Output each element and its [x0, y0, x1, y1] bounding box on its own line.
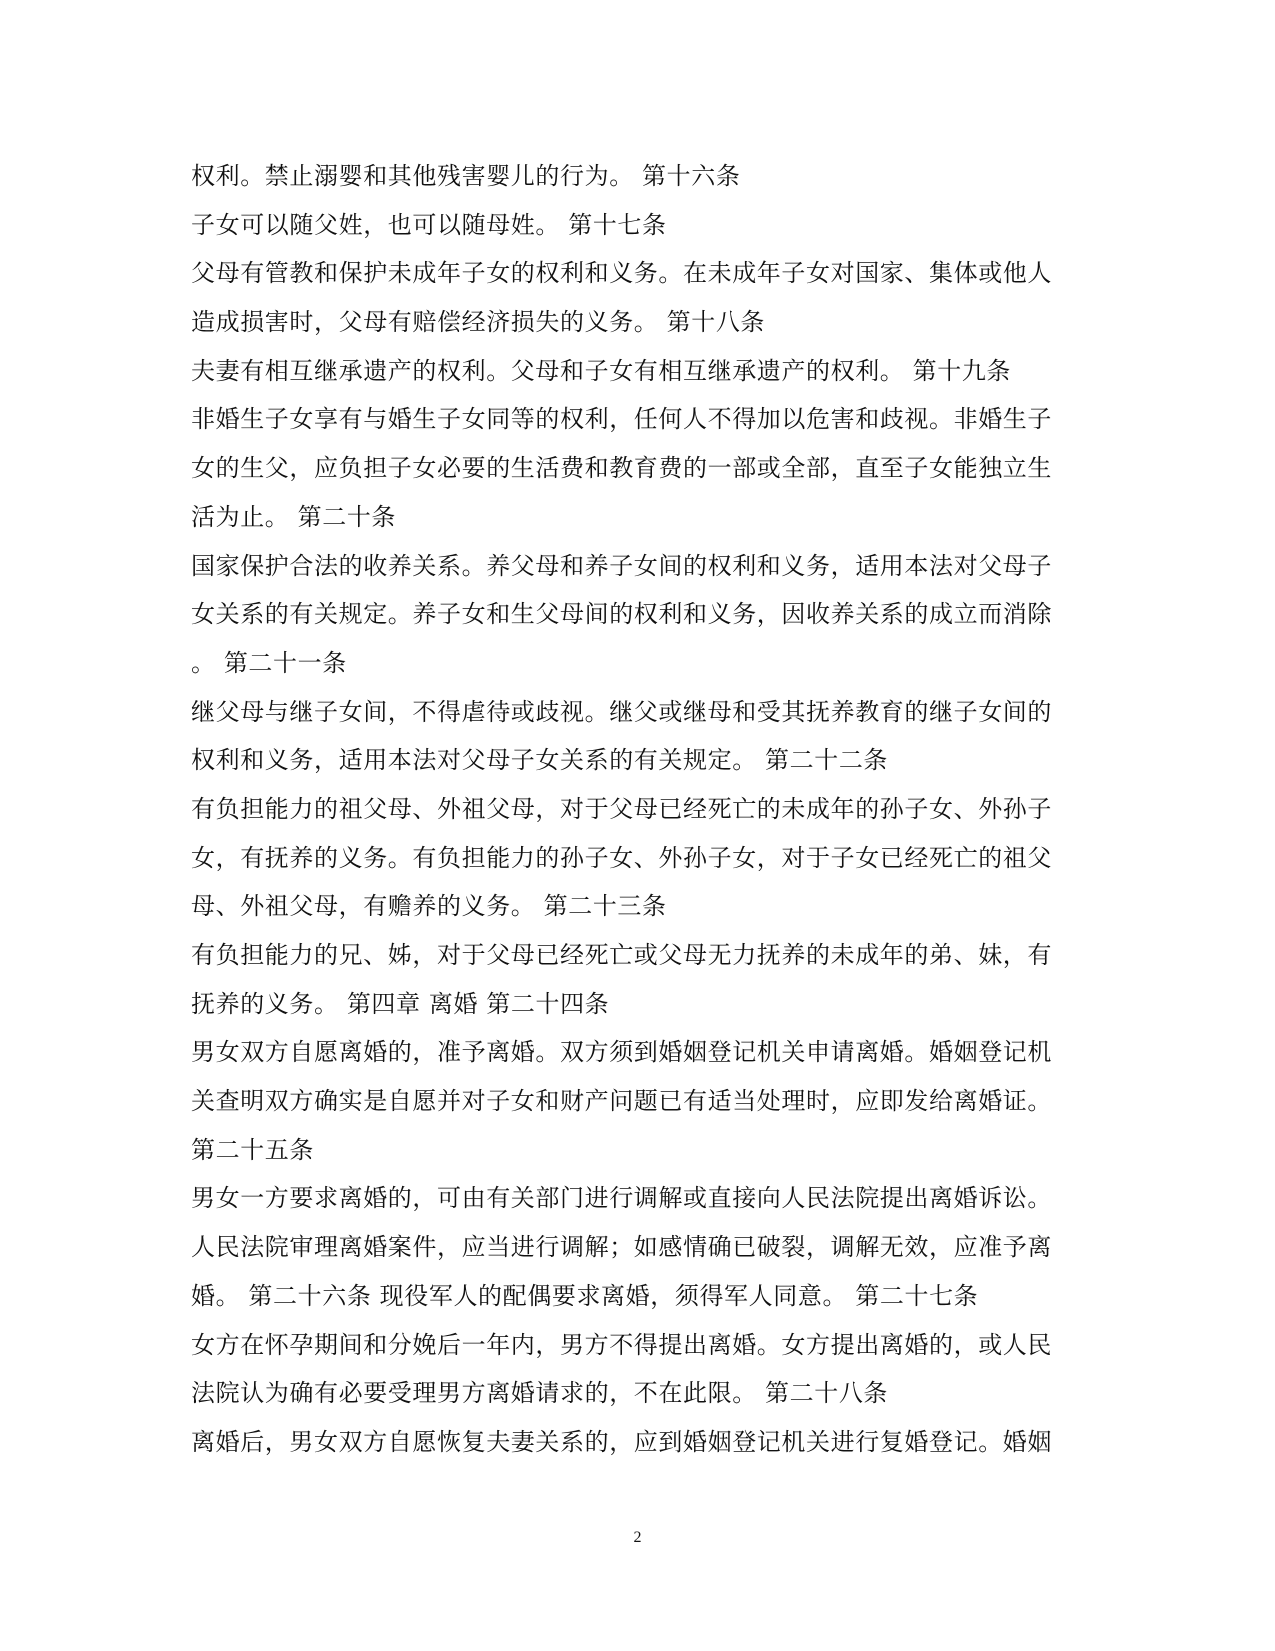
text-line: 女关系的有关规定。养子女和生父母间的权利和义务，因收养关系的成立而消除	[191, 600, 1052, 629]
text-line: 离婚后，男女双方自愿恢复夫妻关系的，应到婚姻登记机关进行复婚登记。婚姻	[191, 1427, 1052, 1456]
text-line: 子女可以随父姓，也可以随母姓。 第十七条	[191, 210, 667, 239]
text-line: 造成损害时，父母有赔偿经济损失的义务。 第十八条	[191, 308, 766, 337]
text-line: 权利。禁止溺婴和其他残害婴儿的行为。 第十六条	[191, 162, 741, 190]
text-line: 继父母与继子女间，不得虐待或歧视。继父或继母和受其抚养教育的继子女间的	[191, 697, 1052, 726]
body-text	[191, 152, 1071, 1467]
text-line: 女方在怀孕期间和分娩后一年内，男方不得提出离婚。女方提出离婚的，或人民	[191, 1330, 1052, 1359]
text-line: 夫妻有相互继承遗产的权利。父母和子女有相互继承遗产的权利。 第十九条	[191, 356, 1012, 385]
page-number: 2	[633, 1529, 642, 1546]
text-line: 国家保护合法的收养关系。养父母和养子女间的权利和义务，适用本法对父母子	[191, 551, 1052, 580]
text-line: 女的生父，应负担子女必要的生活费和教育费的一部或全部，直至子女能独立生	[191, 454, 1052, 483]
text-line: 。 第二十一条	[191, 648, 347, 677]
text-line: 有负担能力的祖父母、外祖父母，对于父母已经死亡的未成年的孙子女、外孙子	[191, 794, 1052, 823]
text-line: 父母有管教和保护未成年子女的权利和义务。在未成年子女对国家、集体或他人	[191, 259, 1052, 288]
text-line: 抚养的义务。 第四章 离婚 第二十四条	[191, 989, 610, 1018]
text-line: 母、外祖父母，有赡养的义务。 第二十三条	[191, 892, 667, 921]
text-line: 非婚生子女享有与婚生子女同等的权利，任何人不得加以危害和歧视。非婚生子	[191, 405, 1052, 434]
text-line: 婚。 第二十六条 现役军人的配偶要求离婚，须得军人同意。 第二十七条	[191, 1281, 979, 1310]
text-line: 第二十五条	[191, 1135, 314, 1164]
text-line: 人民法院审理离婚案件，应当进行调解；如感情确已破裂，调解无效，应准予离	[191, 1233, 1052, 1262]
text-line: 关查明双方确实是自愿并对子女和财产问题已有适当处理时，应即发给离婚证。	[191, 1087, 1052, 1116]
text-line: 法院认为确有必要受理男方离婚请求的，不在此限。 第二十八条	[191, 1379, 889, 1408]
text-line: 男女双方自愿离婚的，准予离婚。双方须到婚姻登记机关申请离婚。婚姻登记机	[191, 1038, 1052, 1067]
text-line: 男女一方要求离婚的，可由有关部门进行调解或直接向人民法院提出离婚诉讼。	[191, 1184, 1052, 1213]
text-line: 女，有抚养的义务。有负担能力的孙子女、外孙子女，对于子女已经死亡的祖父	[191, 843, 1052, 872]
text-line: 有负担能力的兄、姊，对于父母已经死亡或父母无力抚养的未成年的弟、妹，有	[191, 941, 1052, 969]
text-line: 权利和义务，适用本法对父母子女关系的有关规定。 第二十二条	[191, 746, 889, 775]
text-line: 活为止。 第二十条	[191, 502, 397, 531]
